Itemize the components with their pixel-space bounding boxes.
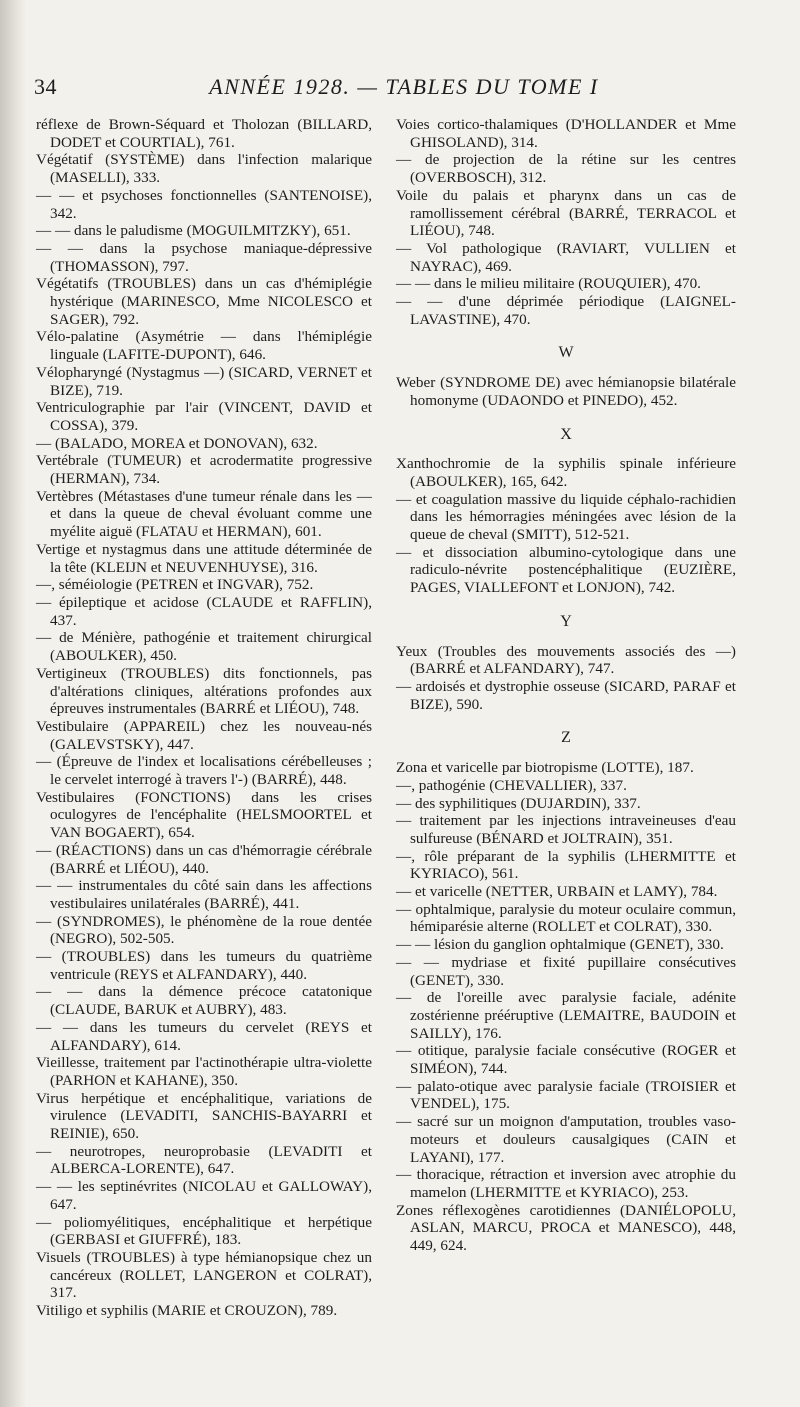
index-entry: — traitement par les injections intraveineuses d'eau sulfureuse (BÉNARD et JOLTRAIN), 351. bbox=[396, 812, 736, 847]
index-entry: — otitique, paralysie faciale consécutive (ROGER et SIMÉON), 744. bbox=[396, 1042, 736, 1078]
section-letter: Y bbox=[560, 612, 572, 630]
index-entry: — et coagulation massive du liquide céphalo-rachidien dans les hémorragies méningées avec lésion de la queue de cheval (SMITT), 512-521. bbox=[396, 490, 736, 544]
index-entry: — Vol pathologique (RAVIART, VULLIEN et NAYRAC), 469. bbox=[396, 239, 736, 275]
index-entry: Zones réflexogènes carotidiennes (DANIÉLOPOLU, ASLAN, MARCU, PROCA et MANESCO), 448, 449, 624. bbox=[396, 1201, 736, 1255]
index-entry: Ventriculographie par l'air (VINCENT, DAVID et COSSA), 379. bbox=[36, 399, 372, 434]
index-entry: — de Ménière, pathogénie et traitement chirurgical (ABOULKER), 450. bbox=[36, 629, 372, 665]
index-entry: —, pathogénie (CHEVALLIER), 337. bbox=[396, 776, 627, 794]
index-entry: — (BALADO, MOREA et DONOVAN), 632. bbox=[36, 434, 318, 452]
index-entry: Vélopharyngé (Nystagmus —) (SICARD, VERNET et BIZE), 719. bbox=[36, 363, 372, 399]
index-entry: — — instrumentales du côté sain dans les affections vestibulaires unilatérales (BARRÉ), 441. bbox=[36, 877, 372, 912]
index-entry: Yeux (Troubles des mouvements associés des —) (BARRÉ et ALFANDARY), 747. bbox=[396, 642, 736, 678]
index-entry: — — dans la psychose maniaque-dépressive (THOMASSON), 797. bbox=[36, 239, 372, 275]
index-entry: — — d'une déprimée périodique (LAIGNEL-LAVASTINE), 470. bbox=[396, 293, 736, 328]
section-letter: X bbox=[560, 425, 572, 443]
index-entry: Weber (SYNDROME DE) avec hémianopsie bilatérale homonyme (UDAONDO et PINEDO), 452. bbox=[396, 374, 736, 409]
index-entry: Vertigineux (TROUBLES) dits fonctionnels, pas d'altérations cliniques, altérations profondes aux épreuves instrumentales (BARRÉ et LIÉOU), 748. bbox=[36, 664, 372, 718]
index-entry: Vertèbres (Métastases d'une tumeur rénale dans les — et dans la queue de cheval évoluant comme une myélite aiguë (FLATAU et HERMAN), 601. bbox=[36, 487, 372, 541]
index-entry: Vertébrale (TUMEUR) et acrodermatite progressive (HERMAN), 734. bbox=[36, 452, 372, 488]
index-entry: — de projection de la rétine sur les centres (OVERBOSCH), 312. bbox=[396, 151, 736, 187]
index-entry: —, séméiologie (PETREN et INGVAR), 752. bbox=[36, 576, 314, 594]
index-entry: Végétatif (SYSTÈME) dans l'infection malarique (MASELLI), 333. bbox=[36, 151, 372, 187]
page-number: 34 bbox=[34, 74, 57, 99]
index-entry: Vestibulaire (APPAREIL) chez les nouveau-nés (GALEVSTSKY), 447. bbox=[36, 717, 372, 753]
index-entry: — des syphilitiques (DUJARDIN), 337. bbox=[396, 794, 641, 812]
index-entry: — — dans le milieu militaire (ROUQUIER), 470. bbox=[396, 275, 701, 293]
index-entry: — — dans la démence précoce catatonique (CLAUDE, BARUK et AUBRY), 483. bbox=[36, 983, 372, 1019]
index-entry: — poliomyélitiques, encéphalitique et herpétique (GERBASI et GIUFFRÉ), 183. bbox=[36, 1213, 372, 1249]
index-entry: — — lésion du ganglion ophtalmique (GENET), 330. bbox=[396, 936, 724, 954]
index-entry: — de l'oreille avec paralysie faciale, adénite zostérienne prééruptive (LEMAITRE, BAUDOIN et SAILLY), 176. bbox=[396, 989, 736, 1042]
index-entry: — palato-otique avec paralysie faciale (TROISIER et VENDEL), 175. bbox=[396, 1077, 736, 1113]
index-entry: Vélo-palatine (Asymétrie — dans l'hémiplégie linguale (LAFITE-DUPONT), 646. bbox=[36, 328, 372, 364]
index-entry: — — les septinévrites (NICOLAU et GALLOWAY), 647. bbox=[36, 1178, 372, 1213]
index-entry: — thoracique, rétraction et inversion avec atrophie du mamelon (LHERMITTE et KYRIACO), 253. bbox=[396, 1166, 736, 1201]
index-column-left bbox=[36, 116, 372, 1320]
index-entry: Vitiligo et syphilis (MARIE et CROUZON), 789. bbox=[36, 1302, 338, 1320]
index-entry: — sacré sur un moignon d'amputation, troubles vaso-moteurs et douleurs causalgiques (CAIN et LAYANI), 177. bbox=[396, 1113, 736, 1166]
index-entry: Végétatifs (TROUBLES) dans un cas d'hémiplégie hystérique (MARINESCO, Mme NICOLESCO et SAGER), 792. bbox=[36, 275, 372, 328]
index-entry: Voile du palais et pharynx dans un cas de ramollissement cérébral (BARRÉ, TERRACOL et LIÉOU), 748. bbox=[396, 186, 736, 240]
index-entry: Vertige et nystagmus dans une attitude déterminée de la tête (KLEIJN et NEUVENHUYSE), 316. bbox=[36, 540, 372, 576]
index-entry: — ardoisés et dystrophie osseuse (SICARD, PARAF et BIZE), 590. bbox=[396, 677, 736, 713]
index-entry: — et dissociation albumino-cytologique dans une radiculo-névrite postencéphalitique (EUZIÈRE, PAGES, VIALLEFONT et LONJON), 742. bbox=[396, 543, 736, 597]
index-entry: Voies cortico-thalamiques (D'HOLLANDER et Mme GHISOLAND), 314. bbox=[396, 116, 736, 151]
index-entry: — — mydriase et fixité pupillaire consécutives (GENET), 330. bbox=[396, 953, 736, 989]
index-entry: — — dans les tumeurs du cervelet (REYS et ALFANDARY), 614. bbox=[36, 1018, 372, 1054]
index-column-right bbox=[396, 116, 736, 1255]
running-title: ANNÉE 1928. — TABLES DU TOME I bbox=[209, 74, 599, 99]
index-entry: — (Épreuve de l'index et localisations cérébelleuses ; le cervelet interrogé à travers l'-) (BARRÉ), 448. bbox=[36, 753, 372, 789]
index-entry: — (RÉACTIONS) dans un cas d'hémorragie cérébrale (BARRÉ et LIÉOU), 440. bbox=[36, 841, 372, 877]
index-entry: — — et psychoses fonctionnelles (SANTENOISE), 342. bbox=[36, 186, 372, 222]
index-entry: Visuels (TROUBLES) à type hémianopsique chez un cancéreux (ROLLET, LANGERON et COLRAT), 317. bbox=[36, 1249, 372, 1302]
page-header bbox=[34, 74, 774, 104]
index-entry: Vieillesse, traitement par l'actinothérapie ultra-violette (PARHON et KAHANE), 350. bbox=[36, 1054, 372, 1089]
index-entry: Vestibulaires (FONCTIONS) dans les crises oculogyres de l'encéphalite (HELSMOORTEL et VAN BOGAERT), 654. bbox=[36, 788, 372, 842]
section-letter: Z bbox=[561, 729, 571, 747]
index-entry: —, rôle préparant de la syphilis (LHERMITTE et KYRIACO), 561. bbox=[396, 847, 736, 883]
index-entry: — ophtalmique, paralysie du moteur oculaire commun, hémiparésie alterne (ROLLET et COLRAT), 330. bbox=[396, 900, 736, 936]
index-entry: — et varicelle (NETTER, URBAIN et LAMY), 784. bbox=[396, 883, 718, 901]
index-entry: — (SYNDROMES), le phénomène de la roue dentée (NEGRO), 502-505. bbox=[36, 912, 372, 948]
index-entry: — (TROUBLES) dans les tumeurs du quatrième ventricule (REYS et ALFANDARY), 440. bbox=[36, 948, 372, 983]
index-entry: — épileptique et acidose (CLAUDE et RAFFLIN), 437. bbox=[36, 593, 372, 629]
index-entry: Zona et varicelle par biotropisme (LOTTE), 187. bbox=[396, 759, 694, 777]
index-entry: — neurotropes, neuroprobasie (LEVADITI et ALBERCA-LORENTE), 647. bbox=[36, 1142, 372, 1178]
index-entry: réflexe de Brown-Séquard et Tholozan (BILLARD, DODET et COURTIAL), 761. bbox=[36, 116, 372, 151]
section-letter: W bbox=[558, 344, 574, 362]
index-entry: — — dans le paludisme (MOGUILMITZKY), 651. bbox=[36, 222, 351, 240]
page-gutter-shadow bbox=[0, 0, 26, 1407]
index-entry: Virus herpétique et encéphalitique, variations de virulence (LEVADITI, SANCHIS-BAYARRI et REINIE), 650. bbox=[36, 1089, 372, 1143]
index-entry: Xanthochromie de la syphilis spinale inférieure (ABOULKER), 165, 642. bbox=[396, 455, 736, 490]
